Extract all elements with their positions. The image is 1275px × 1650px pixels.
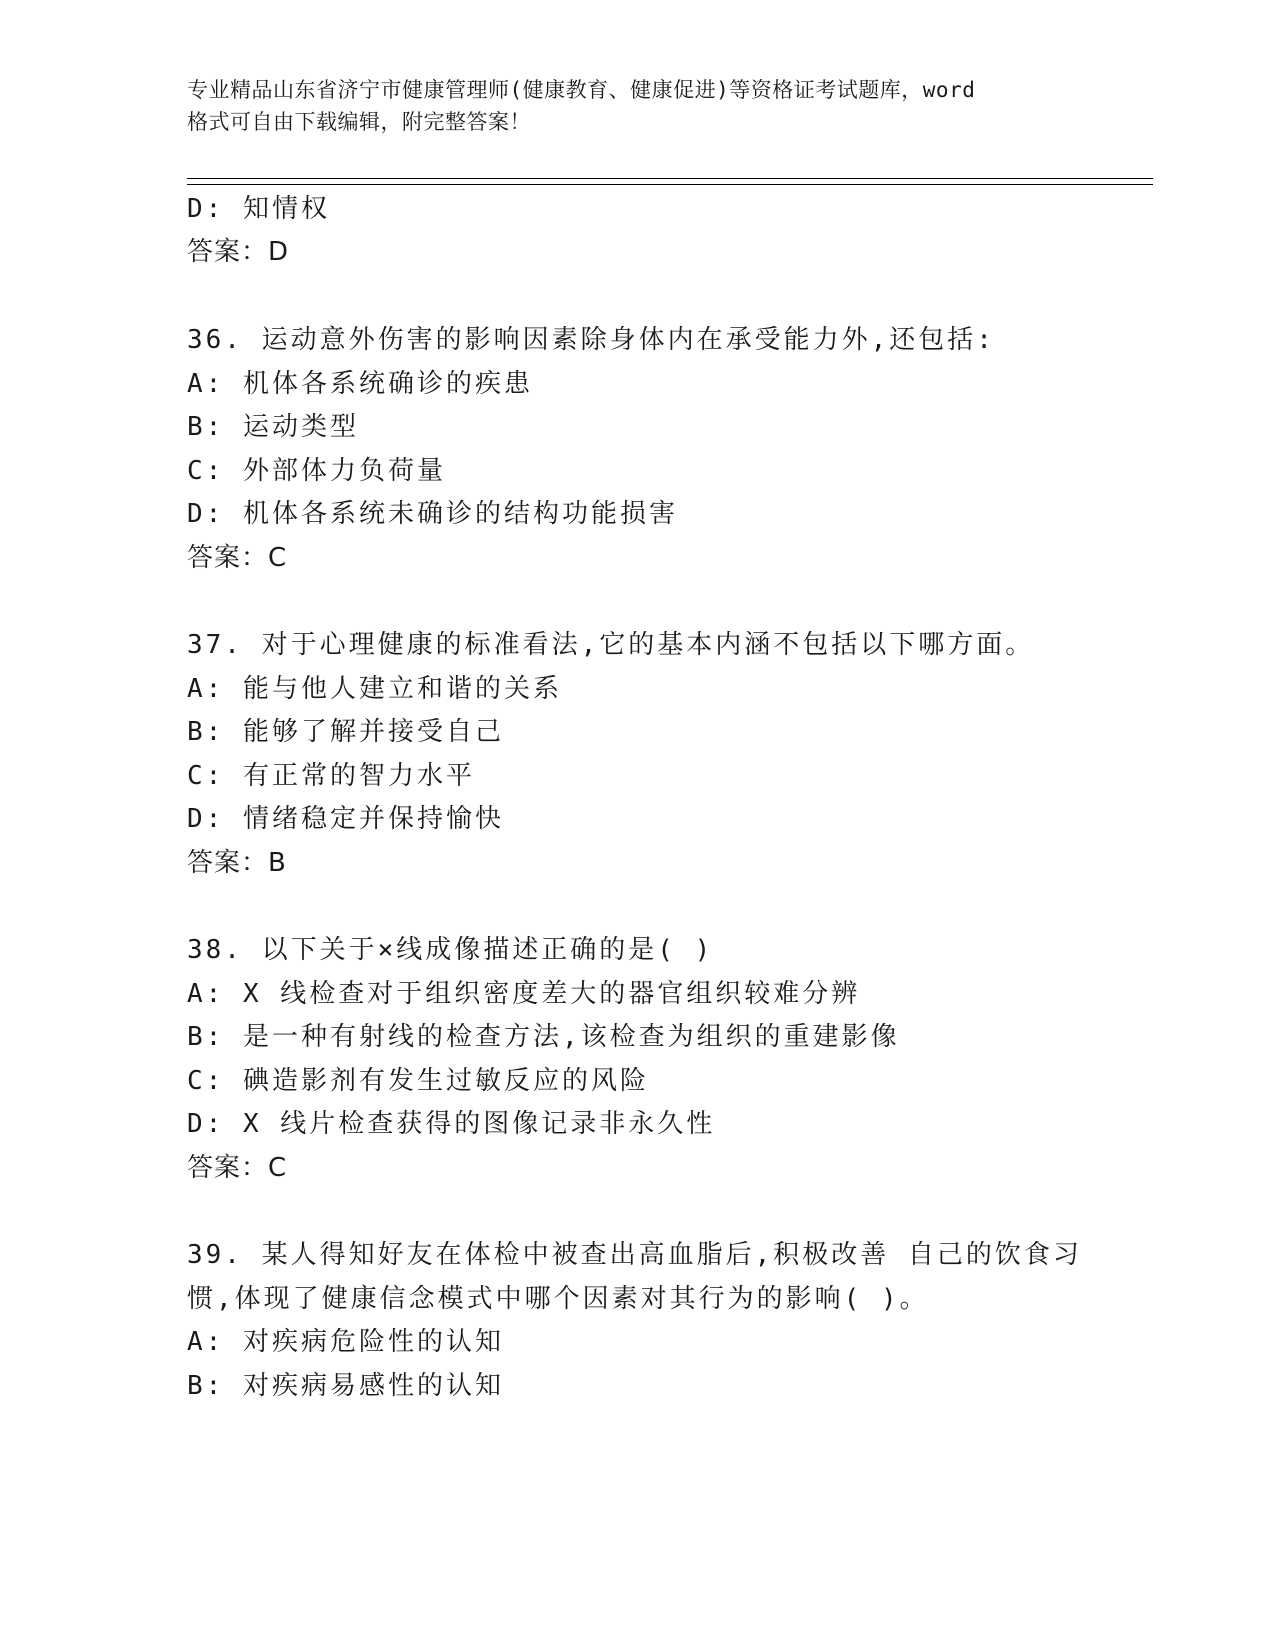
page-header [187, 74, 1087, 138]
header-line-2: 格式可自由下载编辑，附完整答案！ [187, 110, 531, 134]
q37-stem: 37. 对于心理健康的标准看法,它的基本内涵不包括以下哪方面。 [187, 630, 1035, 660]
q38-option-b: B: 是一种有射线的检查方法,该检查为组织的重建影像 [187, 1022, 900, 1052]
q38-option-a: A: X 线检查对于组织密度差大的器官组织较难分辨 [187, 979, 861, 1009]
q37-answer: 答案：B [187, 848, 287, 878]
q39-stem: 39. 某人得知好友在体检中被查出高血脂后,积极改善 自己的饮食习 [187, 1240, 1082, 1270]
q39-option-b: B: 对疾病易感性的认知 [187, 1371, 504, 1401]
header-rule-top [187, 178, 1153, 179]
q39-stem-continued: 惯,体现了健康信念模式中哪个因素对其行为的影响( )。 [187, 1284, 929, 1314]
prev-answer: 答案：D [187, 237, 290, 267]
q38-stem: 38. 以下关于×线成像描述正确的是( ) [187, 935, 714, 965]
q37-option-d: D: 情绪稳定并保持愉快 [187, 804, 504, 834]
prev-option-d: D: 知情权 [187, 194, 330, 224]
q36-stem: 36. 运动意外伤害的影响因素除身体内在承受能力外,还包括: [187, 325, 995, 355]
header-rule-bottom [187, 184, 1153, 185]
q39-option-a: A: 对疾病危险性的认知 [187, 1327, 504, 1357]
q36-answer: 答案：C [187, 543, 288, 573]
q38-option-c: C: 碘造影剂有发生过敏反应的风险 [187, 1066, 649, 1096]
header-line-1: 专业精品山东省济宁市健康管理师(健康教育、健康促进)等资格证考试题库，word [187, 78, 976, 102]
q37-option-a: A: 能与他人建立和谐的关系 [187, 674, 562, 704]
q38-answer: 答案：C [187, 1153, 288, 1183]
q37-option-b: B: 能够了解并接受自己 [187, 717, 504, 747]
q38-option-d: D: X 线片检查获得的图像记录非永久性 [187, 1109, 716, 1139]
q37-option-c: C: 有正常的智力水平 [187, 761, 475, 791]
q36-option-c: C: 外部体力负荷量 [187, 456, 446, 486]
q36-option-a: A: 机体各系统确诊的疾患 [187, 369, 533, 399]
q36-option-b: B: 运动类型 [187, 412, 359, 442]
q36-option-d: D: 机体各系统未确诊的结构功能损害 [187, 499, 678, 529]
